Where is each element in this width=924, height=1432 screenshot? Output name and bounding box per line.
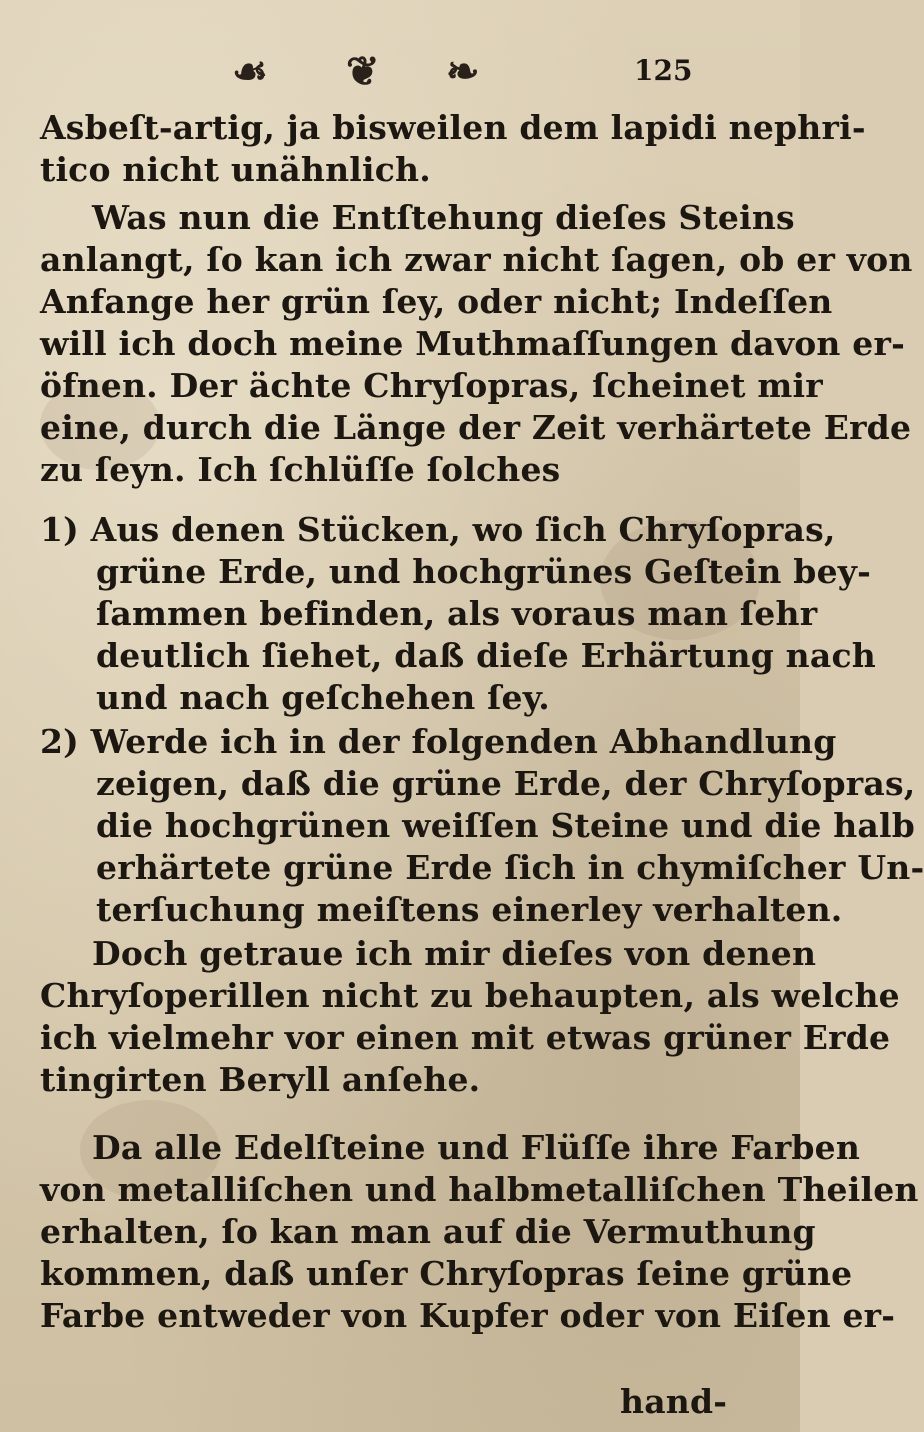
text-line: kommen, daß unſer Chryſopras ſeine grüne: [40, 1254, 853, 1293]
text-line: terſuchung meiſtens einerley verhalten.: [96, 890, 843, 929]
text-line: ſammen befinden, als voraus man ſehr: [96, 594, 818, 633]
text-line: tico nicht unähnlich.: [40, 150, 431, 189]
text-line: Doch getraue ich mir dieſes von denen: [92, 934, 817, 973]
text-line: Asbeſt-artig, ja bisweilen dem lapidi nephri-: [40, 108, 866, 147]
text-line: tingirten Beryll anſehe.: [40, 1060, 481, 1099]
text-line: Was nun die Entſtehung dieſes Steins: [92, 198, 795, 237]
text-line: anlangt, ſo kan ich zwar nicht ſagen, ob er von: [40, 240, 913, 279]
text-line: erhärtete grüne Erde ſich in chymiſcher Un-: [96, 848, 924, 887]
text-line: Chryſoperillen nicht zu behaupten, als welche: [40, 976, 900, 1015]
text-line: zu ſeyn. Ich ſchlüſſe ſolches: [40, 450, 561, 489]
text-line: von metalliſchen und halbmetalliſchen Theilen: [40, 1170, 919, 1209]
text-line: und nach geſchehen ſey.: [96, 678, 550, 717]
page-number: 125: [634, 54, 693, 87]
catchword: hand-: [620, 1382, 728, 1421]
ornament-right: ❧: [446, 48, 478, 95]
text-line: erhalten, ſo kan man auf die Vermuthung: [40, 1212, 816, 1251]
text-line: grüne Erde, und hochgrünes Geſtein bey-: [96, 552, 872, 591]
ornament-center: ❦: [346, 48, 378, 95]
text-line: ich vielmehr vor einen mit etwas grüner Erde: [40, 1018, 891, 1057]
text-line: Anfange her grün ſey, oder nicht; Indeſſen: [40, 282, 833, 321]
text-line: zeigen, daß die grüne Erde, der Chryſopras,: [96, 764, 916, 803]
text-line: eine, durch die Länge der Zeit verhärtete Erde: [40, 408, 912, 447]
text-line: deutlich ſiehet, daß dieſe Erhärtung nach: [96, 636, 876, 675]
text-line: 2) Werde ich in der folgenden Abhandlung: [40, 722, 837, 761]
text-line: 1) Aus denen Stücken, wo ſich Chryſopras,: [40, 510, 836, 549]
text-line: Da alle Edelſteine und Flüſſe ihre Farben: [92, 1128, 861, 1167]
page-header: [0, 48, 800, 108]
text-line: öfnen. Der ächte Chryſopras, ſcheinet mir: [40, 366, 823, 405]
text-line: Farbe entweder von Kupfer oder von Eiſen er-: [40, 1296, 896, 1335]
ornament-left: ☙: [232, 48, 266, 95]
text-line: will ich doch meine Muthmaſſungen davon er-: [40, 324, 905, 363]
text-line: die hochgrünen weiſſen Steine und die halb: [96, 806, 916, 845]
